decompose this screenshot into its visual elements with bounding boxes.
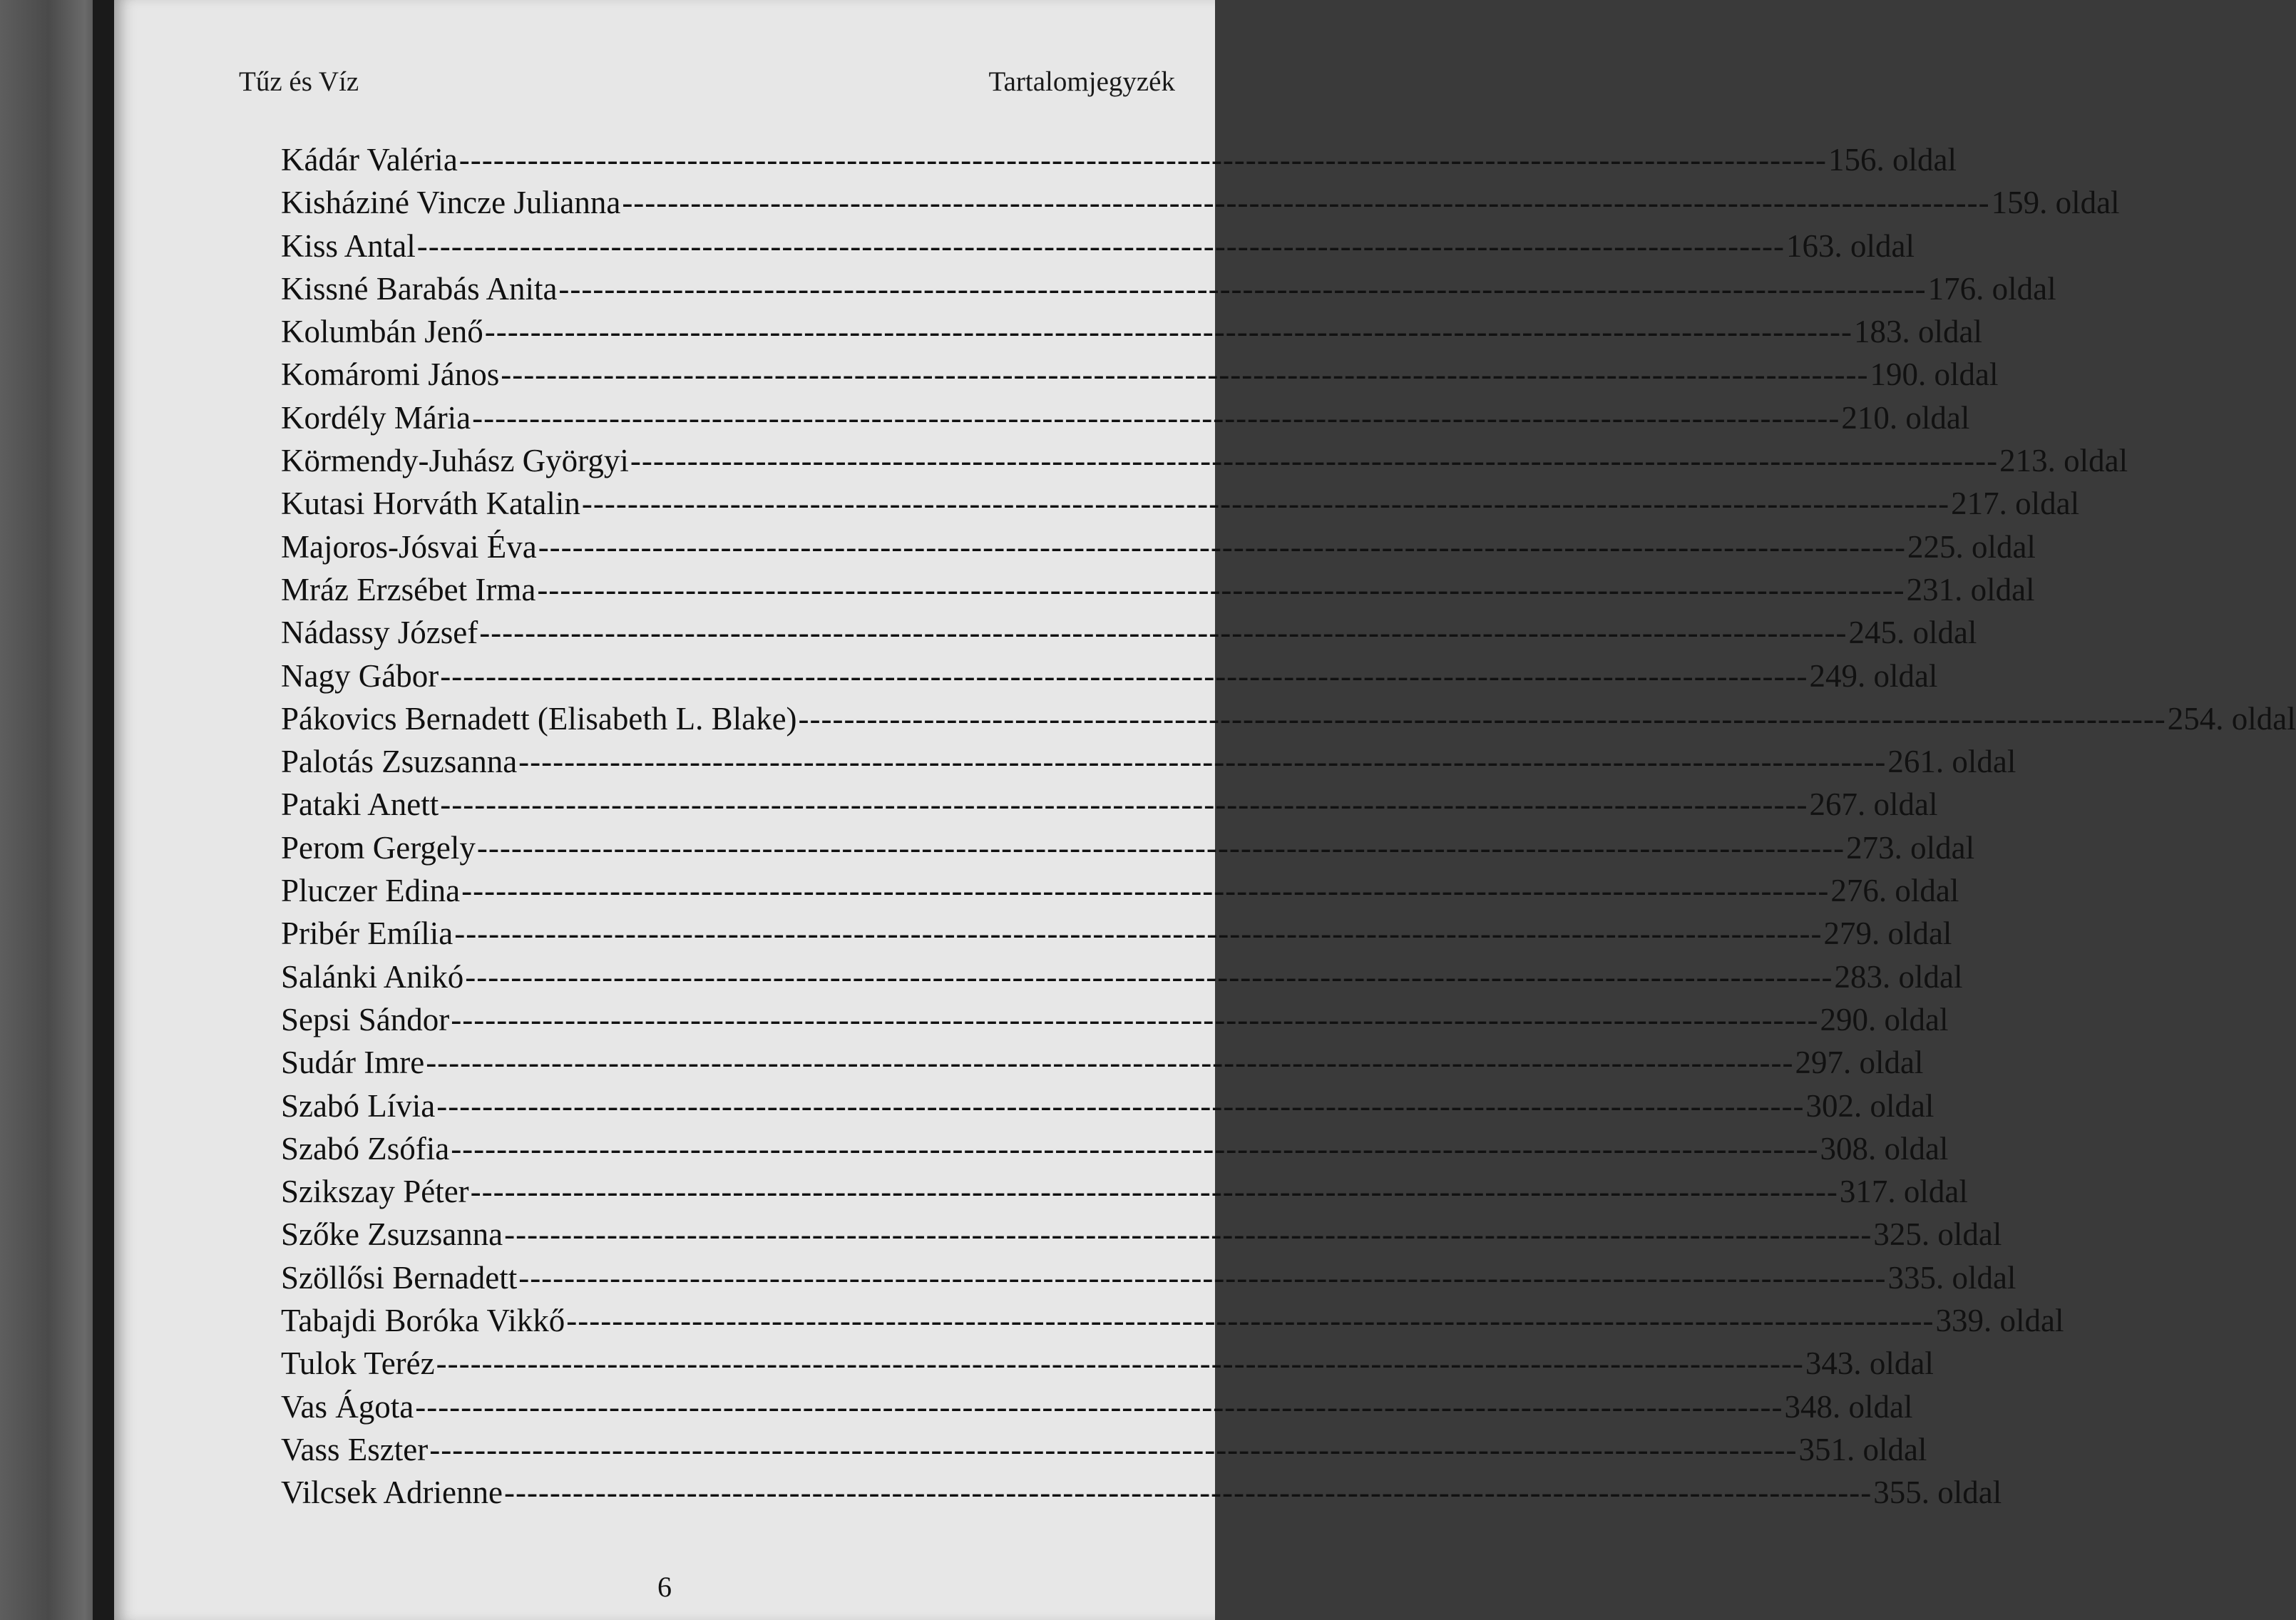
toc-entry-name: Palotás Zsuzsanna (281, 744, 518, 780)
toc-entry (281, 1302, 2064, 1345)
dash-leader (504, 1474, 1872, 1511)
toc-entry (281, 270, 2056, 313)
toc-entry (281, 227, 1915, 270)
toc-entry-name: Szöllősi Bernadett (281, 1259, 518, 1296)
toc-entry-page: 343. oldal (1805, 1345, 1934, 1382)
toc-entry-name: Szikszay Péter (281, 1174, 469, 1210)
dash-leader (501, 356, 1868, 393)
dash-leader (538, 528, 1906, 565)
toc-entry-name: Vass Eszter (281, 1431, 429, 1467)
toc-entry (281, 700, 2296, 743)
toc-entry-name: Nagy Gábor (281, 657, 439, 694)
toc-entry-name: Mráz Erzsébet Irma (281, 571, 536, 608)
toc-entry-page: 176. oldal (1927, 270, 2056, 307)
dash-leader (566, 1302, 1934, 1339)
dash-leader (426, 1044, 1793, 1081)
toc-entry-name: Szabó Zsófia (281, 1130, 450, 1167)
dash-leader (471, 1173, 1838, 1210)
dash-leader (436, 1345, 1804, 1382)
book-page (114, 0, 2296, 1620)
toc-entry-page: 297. oldal (1795, 1045, 1924, 1081)
toc-entry-name: Pataki Anett (281, 786, 439, 823)
toc-entry (281, 141, 1957, 184)
toc-entry (281, 1345, 1934, 1388)
toc-entry (281, 1001, 1949, 1044)
dash-leader (537, 571, 1905, 608)
dash-leader (461, 872, 1829, 909)
dash-leader (472, 399, 1840, 436)
toc-entry-name: Sudár Imre (281, 1045, 425, 1081)
toc-entry (281, 958, 1963, 1001)
dash-leader (451, 1130, 1818, 1167)
page-number: 6 (657, 1571, 672, 1603)
table-of-contents (281, 141, 2296, 1517)
toc-entry-page: 317. oldal (1839, 1174, 1968, 1210)
toc-entry-page: 267. oldal (1809, 786, 1938, 823)
toc-entry-name: Nádassy József (281, 615, 478, 651)
toc-entry (281, 872, 1959, 915)
dash-leader (417, 227, 1785, 265)
toc-entry-page: 351. oldal (1798, 1431, 1927, 1467)
toc-entry (281, 399, 1970, 442)
toc-entry (281, 1044, 1924, 1087)
toc-entry (281, 657, 1938, 700)
toc-entry (281, 442, 2128, 485)
toc-entry-page: 210. oldal (1841, 399, 1970, 436)
toc-entry (281, 313, 1982, 356)
toc-entry-page: 335. oldal (1887, 1259, 2016, 1296)
dash-leader (622, 184, 1989, 221)
toc-entry (281, 485, 2080, 528)
toc-entry-page: 302. oldal (1805, 1087, 1934, 1124)
toc-entry-page: 225. oldal (1907, 528, 2036, 565)
dash-leader (504, 1216, 1872, 1253)
toc-entry (281, 1259, 2016, 1302)
toc-entry-page: 276. oldal (1830, 873, 1959, 909)
toc-entry-page: 213. oldal (1999, 443, 2128, 479)
toc-entry-name: Pribér Emília (281, 916, 453, 952)
running-header-title: Tűz és Víz (239, 66, 359, 97)
toc-entry-page: 231. oldal (1906, 571, 2035, 608)
toc-entry (281, 1431, 1927, 1474)
toc-entry-name: Szabó Lívia (281, 1087, 436, 1124)
dash-leader (429, 1431, 1797, 1468)
toc-entry-page: 217. oldal (1951, 486, 2080, 522)
toc-entry-name: Pákovics Bernadett (Elisabeth L. Blake) (281, 700, 797, 737)
dash-leader (440, 657, 1808, 694)
toc-entry-name: Kissné Barabás Anita (281, 270, 558, 307)
toc-entry-name: Tulok Teréz (281, 1345, 435, 1382)
dash-leader (518, 743, 1886, 780)
toc-entry-name: Kolumbán Jenő (281, 314, 483, 350)
toc-entry-name: Perom Gergely (281, 829, 476, 866)
toc-entry (281, 1130, 1949, 1173)
toc-entry (281, 1173, 1968, 1216)
toc-entry (281, 614, 1977, 657)
toc-entry-name: Sepsi Sándor (281, 1001, 450, 1037)
toc-entry-name: Körmendy-Juhász Györgyi (281, 443, 629, 479)
toc-entry-page: 183. oldal (1853, 314, 1982, 350)
dash-leader (479, 614, 1847, 651)
toc-entry (281, 915, 1952, 958)
toc-entry-page: 190. oldal (1870, 357, 1999, 393)
dash-leader (436, 1087, 1804, 1124)
dash-leader (558, 270, 1926, 307)
dash-leader (630, 442, 1998, 479)
toc-entry-page: 156. oldal (1828, 142, 1957, 178)
toc-entry-name: Kiss Antal (281, 227, 416, 264)
toc-entry-name: Vilcsek Adrienne (281, 1475, 503, 1511)
dash-leader (440, 786, 1808, 823)
running-header-section: Tartalomjegyzék (988, 66, 1175, 97)
dash-leader (485, 313, 1852, 350)
toc-entry-name: Vas Ágota (281, 1388, 414, 1425)
toc-entry-name: Tabajdi Boróka Vikkő (281, 1303, 565, 1339)
toc-entry (281, 1388, 1913, 1431)
toc-entry-page: 273. oldal (1846, 829, 1975, 866)
toc-entry-page: 279. oldal (1823, 916, 1952, 952)
toc-entry (281, 1474, 2002, 1517)
book-spine (93, 0, 116, 1620)
dash-leader (582, 485, 1949, 522)
toc-entry (281, 571, 2035, 614)
toc-entry-page: 254. oldal (2167, 700, 2296, 737)
toc-entry-page: 339. oldal (1935, 1303, 2064, 1339)
toc-entry-name: Salánki Anikó (281, 958, 464, 995)
toc-entry-page: 159. oldal (1991, 185, 2120, 221)
toc-entry-page: 283. oldal (1834, 958, 1963, 995)
toc-entry-name: Majoros-Jósvai Éva (281, 528, 537, 565)
toc-entry-page: 290. oldal (1820, 1001, 1949, 1037)
toc-entry-name: Kutasi Horváth Katalin (281, 486, 580, 522)
toc-entry (281, 1216, 2002, 1258)
dash-leader (451, 1001, 1818, 1038)
toc-entry-page: 308. oldal (1820, 1130, 1949, 1167)
toc-entry-name: Kádár Valéria (281, 142, 458, 178)
toc-entry-page: 249. oldal (1809, 657, 1938, 694)
dash-leader (415, 1388, 1783, 1425)
toc-entry-page: 325. oldal (1873, 1216, 2002, 1253)
toc-entry (281, 786, 1938, 829)
toc-entry-page: 348. oldal (1784, 1388, 1913, 1425)
toc-entry-name: Szőke Zsuzsanna (281, 1216, 503, 1253)
dash-leader (477, 829, 1845, 866)
toc-entry-name: Komáromi János (281, 357, 500, 393)
toc-entry-name: Pluczer Edina (281, 873, 461, 909)
toc-entry (281, 743, 2016, 786)
toc-entry-page: 355. oldal (1873, 1475, 2002, 1511)
toc-entry-page: 261. oldal (1887, 744, 2016, 780)
toc-entry-name: Kisháziné Vincze Julianna (281, 185, 621, 221)
toc-entry (281, 184, 2120, 227)
dash-leader (459, 141, 1827, 178)
toc-entry-name: Kordély Mária (281, 399, 471, 436)
dash-leader (465, 958, 1833, 995)
toc-entry-page: 163. oldal (1786, 227, 1915, 264)
toc-entry (281, 528, 2036, 571)
dash-leader (799, 700, 2166, 737)
toc-entry-page: 245. oldal (1848, 615, 1977, 651)
toc-entry (281, 356, 1999, 399)
toc-entry (281, 1087, 1934, 1130)
dash-leader (454, 915, 1822, 952)
toc-entry (281, 829, 1975, 872)
dash-leader (518, 1259, 1886, 1296)
